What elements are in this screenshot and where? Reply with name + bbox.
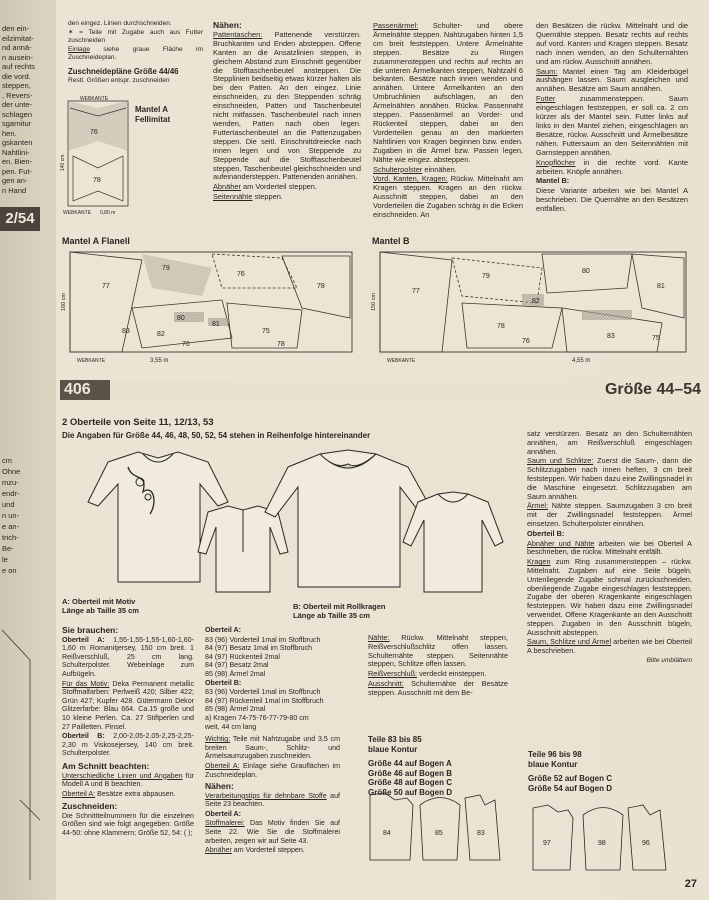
left-strip-lower-line: e an-	[2, 522, 20, 531]
oberteil-a-back-sketch	[198, 506, 288, 592]
zuschneiden-text: Die Schnittteilnummern für die einzelnen Größen sind wie folgt angegeben: Größe 44-50: ohne Klammern; Größe 52, 54: ( );	[62, 811, 194, 838]
size-line: Größe 44 auf Bogen A	[368, 759, 452, 768]
left-strip-lower-line: Be-	[2, 544, 14, 553]
naehen-seitennaehte: Seitennähte steppen.	[213, 192, 283, 202]
piece-label: 76	[522, 338, 530, 345]
part-line: 85 (98) Ärmel 2mal	[205, 669, 266, 678]
piece-label: 75	[652, 335, 660, 342]
piece-85: 85	[435, 830, 443, 837]
saum-schlitze-text: Saum und Schlitze: Zuerst die Saum-, dann die Schlitzzugaben nach innen heften, 3 cm breit feststeppen. Wir haben dazu eine Zwillingsnadel in die Maschine eingesetzt. Schlitzzugaben am Saum annähen.	[527, 456, 692, 501]
parts-oberteil-a: Oberteil A:	[205, 809, 241, 818]
naehen-column	[213, 21, 361, 203]
piece-label: 81	[212, 321, 220, 328]
mantel-a-webkante: WEBKANTE	[77, 358, 106, 364]
brauchen-title: Sie brauchen:	[62, 625, 119, 635]
fell-webkante-bottom: WEBKANTE	[63, 210, 92, 216]
saum-text: Saum: Mantel einen Tag am Kleiderbügel aushängen lassen. Saum ausgleichen und annähen. Besätze am Saum annähen.	[536, 66, 688, 94]
part-line: 83 (96) Vorderteil 1mal im Stoffbruch	[205, 688, 321, 697]
parts-a-head: Oberteil A:	[205, 626, 241, 634]
left-strip-line: hen.	[2, 128, 17, 138]
caption-b: B: Oberteil mit Rollkragen Länge ab Taille 35 cm	[293, 602, 386, 620]
aermel-text: Ärmel: Nähte steppen. Saumzugaben 3 cm breit mit der Zwillingsnadel feststeppen. Ärmel einsetzen. Schulterpolster einnähen.	[527, 501, 692, 528]
teile-96-98-title: Teile 96 bis 98	[528, 750, 582, 759]
oberteil-b-back-sketch	[403, 492, 503, 592]
left-strip-line: steppen,	[2, 81, 31, 90]
part-line: 84 (97) Rückenteil 2mal	[205, 652, 280, 661]
piece-84: 84	[383, 830, 391, 837]
teile-96-98-contour: blaue Kontur	[528, 759, 578, 769]
col4-text	[536, 22, 688, 215]
mantel-b-cutting-plan	[372, 248, 692, 368]
lining-note: ✶ = Teile mit Zugabe auch aus Futter zuschneiden	[68, 29, 203, 44]
part-line: 84 (97) Besatz 1mal im Stoffbruch	[205, 644, 313, 653]
zuschneiden-title: Zuschneiden:	[62, 801, 118, 812]
left-strip-line: schlagen	[2, 109, 33, 119]
piece-label: 78	[317, 283, 325, 290]
piece-label: 83	[607, 333, 615, 340]
size-line: Größe 48 auf Bogen C	[368, 778, 453, 787]
naehte-text: Nähte: Rückw. Mittelnaht steppen, Reißverschlußschlitz offen lassen. Schulternähte steppen. Seitennähte steppen, Schlitze offen lassen.	[368, 633, 508, 669]
interfacing-note: Einlage siehe graue Fläche im Zuschneideplan.	[68, 46, 203, 61]
left-strip-line: pen. Fut-	[2, 166, 33, 176]
reissverschluss-text: Reißverschluß: verdeckt einsteppen.	[368, 669, 487, 679]
size-line: Größe 54 auf Bogen D	[528, 783, 613, 793]
part-line: 85 (98) Ärmel 2mal	[205, 705, 266, 714]
left-strip-lower-line: n un-	[2, 511, 20, 520]
piece-label: 78	[277, 341, 285, 348]
mantel-a-label: Mantel A	[135, 105, 169, 114]
mantel-b-width: 4,55 m	[572, 358, 591, 364]
teile-96-98-block	[528, 750, 612, 793]
kragen-b-text: Kragen zum Ring zusammensteppen – rückw. Mittelnaht. Zugaben auf eine Seite bügeln. Untenliegende Zugabe schmal zurückschneiden, obenliegende Zugabe eingeschlagen feststeppen. Zugabe der oberen Kragenkante eingeschlagen feststeppen. Wir haben dazu eine Zwillingsnadel verwendet. Offene Kragenkante an den Ausschnitt steppen. Zugaben in den Ausschnitt bügeln, Ausschnitt absteppen.	[527, 557, 692, 637]
oberteil-b-heading: Oberteil B:	[527, 528, 565, 538]
mantel-b-title: Mantel B	[372, 236, 410, 246]
left-strip-lower-line: le	[2, 555, 8, 564]
ausschnitt-text: Ausschnitt: Schulternähte der Besätze steppen. Ausschnitt mit dem Be-	[368, 678, 508, 697]
left-strip-lower-line: cm	[2, 456, 12, 465]
left-strip-lower-text	[2, 455, 52, 576]
abnaeher-a-text: Abnäher am Vorderteil steppen.	[205, 846, 305, 855]
piece-label: 79	[162, 265, 170, 272]
piece-label: 82	[157, 331, 165, 338]
left-strip-lower-line: endr-	[2, 489, 20, 498]
fellimitat-cutting-plan	[58, 96, 198, 216]
saum-b-text: Saum, Schlitze und Ärmel arbeiten wie bei Oberteil A beschrieben.	[527, 637, 692, 656]
wichtig-text: Wichtig: Teile mit Nahtzugabe und 3,5 cm breiten Saum-, Schlitz- und Ärmelsaumzugaben zuschneiden.	[205, 735, 340, 761]
left-strip-line: n Hand	[2, 185, 27, 195]
plan-subtitle: Restl. Größen entspr. zuschneiden	[68, 77, 170, 84]
section-bar	[60, 380, 705, 400]
piece-98: 98	[598, 840, 606, 847]
teile-83-85-title: Teile 83 bis 85	[368, 735, 422, 744]
mantel-a-width: 3,55 m	[150, 358, 169, 364]
besatz-text: den Besätzen die rückw. Mittelnaht und die Quernähte steppen. Besatz rechts auf rechts auf vord. Kanten und Kragen steppen. Besatz nach innen wenden, an den Schulternähten und am rückw. Ausschnitt annähen.	[536, 21, 688, 66]
mantel-b-heading: Mantel B:	[536, 176, 570, 186]
passenaermel-text: Passenärmel: Schulter- und obere Ärmelnähte steppen. Nahtzugaben hinten 1,5 cm breit feststeppen. Untere Ärmelnähte steppen. Besätze zu Ringen zusammensteppen und rechts auf rechts an die unteren Ärmelkanten steppen, Nahtzahl 6 bekanten. Besätze nach innen wenden und annähen. Untere Ärmelkanten an den Umbruchlinien aufschlagen, an den Ärmelnähten annähen. Rückw. Passennaht steppen. Passenärmel an Vorder- und Rückenteil steppen, dabei an den Vorderteilen genau an den markierten Nahtlinien von Kragen beginnen bzw. enden. Zugaben in die Ärmel bzw. Passen legen, Nähte wie eingez. absteppen.	[373, 21, 523, 164]
parts-b-list	[205, 688, 340, 731]
fell-piece-78: 78	[93, 177, 101, 184]
piece-label: 79	[482, 273, 490, 280]
section-number: 406	[64, 381, 91, 398]
kragen-text: Vord. Kanten, Kragen: Rückw. Mittelnaht am Kragen steppen. Kragen an den rückw. Ausschnitt steppen, dabei an den Vorderteilen die Zugaben schräg in die Ecken einschneiden. An	[373, 174, 523, 220]
mantel-a-flanell-title: Mantel A Flanell	[62, 236, 130, 246]
right-upper-text	[527, 430, 692, 667]
naehen-title: Nähen:	[213, 20, 242, 30]
futter-text: Futter zusammensteppen. Saum eingeschlagen feststeppen, er soll ca. 2 cm kürzer als der Mantel sein. Futter links auf links in den Mantel ziehen, eingeschlagen an Besätze, rückw. Ausschnitt und Ärmelbesätze nähen. Futtersaum an den Seitennähten mit Garnsteppen annähen.	[536, 94, 688, 157]
piece-97: 97	[543, 840, 551, 847]
left-strip-lower-line: e on	[2, 566, 17, 575]
left-strip-line: nd annä-	[2, 43, 32, 52]
left-strip-lower-line: und	[2, 500, 15, 509]
parts-b-head: Oberteil B:	[205, 678, 242, 687]
left-strip-line: , Revers-	[2, 90, 33, 100]
piece-83: 83	[477, 830, 485, 837]
left-strip-line: en. Bien-	[2, 157, 33, 166]
left-strip-line: auf rechts	[2, 62, 35, 71]
piece-label: 75	[262, 328, 270, 335]
cut-instruction: den eingez. Linien durchschneiden.	[68, 20, 172, 27]
left-strip-line: sgarnitur	[2, 119, 32, 128]
top-col1	[68, 20, 203, 86]
schulterpolster-text: Schulterpolster einnähen.	[373, 164, 457, 174]
materials-column	[62, 626, 194, 839]
fell-height: 140 cm	[60, 154, 66, 171]
left-strip-text	[2, 24, 54, 195]
piece-label: 80	[177, 315, 185, 322]
piece-label: 78	[497, 323, 505, 330]
fellimitat-label: Fellimitat	[135, 115, 171, 124]
part-line: 83 (96) Vorderteil 1mal im Stoffbruch	[205, 635, 321, 644]
mantel-b-height: 150 cm	[371, 292, 377, 311]
parts-a-list	[205, 636, 340, 679]
left-strip-line: Nahtlini-	[2, 147, 30, 157]
part-line: 84 (97) Rückenteil 1mal im Stoffbruch	[205, 696, 324, 705]
mantel-a-cutting-plan	[62, 248, 362, 368]
oberteile-subtitle: Die Angaben für Größe 44, 46, 48, 50, 52, 54 stehen in Reihenfolge hintereinander	[62, 431, 371, 440]
part-line: a) Kragen 74-75-76-77-79-80 cm	[205, 713, 309, 722]
oberteil-b-materials: Oberteil B: 2,00-2,05-2,05-2,25-2,25-2,30 m Viskosejersey, 140 cm breit. Schulterpolster.	[62, 732, 194, 758]
left-strip-lower-line: mzu-	[2, 478, 19, 487]
section-size-range: Größe 44–54	[604, 381, 701, 398]
fell-webkante-top: WEBKANTE	[80, 96, 109, 102]
left-strip-line: den ein-	[2, 24, 30, 33]
bitte-umblaettern: Bitte umblättern	[646, 656, 692, 664]
garment-sketches	[58, 442, 518, 592]
piece-label: 77	[412, 288, 420, 295]
left-page-strip	[0, 0, 56, 900]
teile-83-85-block	[368, 735, 452, 797]
piece-label: 76	[237, 271, 245, 278]
knopfloecher-text: Knopflöcher in die rechte vord. Kante arbeiten. Knöpfe annähen.	[536, 157, 688, 176]
part-line: weit, 44 cm lang	[205, 722, 257, 731]
mantel-a-height: 160 cm	[61, 292, 67, 311]
naehen-body: Pattentaschen: Pattenende verstürzen. Bruchkanten und Enden absteppen. Offene Kanten an die Ansatzlinien steppen, in gleichem Abstand zum Einschnitt gegenüber die Stofftaschenbeutel ansteppen. Die Stepplinien beidseitig etwas kürzer halten als bei den Patten. An den eingez. Linie einschneiden, zu den Steppenden schräg einschneiden, Patten und Taschenbeutel nicht mitfassen. Taschenbeutel nach innen wenden, Patten nach oben legen. Futtertaschenbeutel an die Pattenzugaben steppen. Die seitl. Einschnittdreiecke nach innen legen und von Steppende zu Steppende auf die Stofftaschenbeutel steppen. Taschenbeutel gleichschneiden und aufeinandersteppen. Pattenenden annähen.	[213, 29, 361, 182]
mantel-b-webkante: WEBKANTE	[387, 358, 416, 364]
schnitt-title: Am Schnitt beachten:	[62, 760, 150, 771]
stoffmalerei-text: Stoffmalerei: Das Motiv finden Sie auf Seite 22. Wie Sie die Stoffmalerei arbeiten, zeigen wir auf Seite 43.	[205, 819, 340, 845]
piece-label: 76	[182, 341, 190, 348]
piece-96: 96	[642, 840, 650, 847]
pattern-pieces-96-98	[528, 800, 678, 875]
left-strip-lower-line: trich-	[2, 533, 19, 542]
schnitt-text2: Oberteil A: Besätze extra abpausen.	[62, 789, 176, 798]
left-strip-number: 2/54	[0, 207, 40, 231]
teile-83-85-contour: blaue Kontur	[368, 744, 418, 754]
left-strip-sketch	[0, 600, 56, 900]
left-strip-line: die vord.	[2, 71, 31, 81]
size-line: Größe 46 auf Bogen B	[368, 768, 453, 778]
wichtig-text2: Oberteil A: Einlage siehe Grauflächen im Zuschneideplan.	[205, 761, 341, 779]
col3-text	[373, 22, 523, 221]
fell-piece-76: 76	[90, 129, 98, 136]
left-strip-line: gen an-	[2, 176, 28, 185]
piece-label: 83	[122, 328, 130, 335]
mantel-b-text: Diese Variante arbeiten wie bei Mantel A beschrieben. Die Quernähte an den Besätzen entfallen.	[536, 186, 688, 214]
left-strip-line: n ausein-	[2, 52, 33, 62]
naehen-abnaeher: Abnäher am Vorderteil steppen.	[213, 182, 317, 192]
teile-96-98-sizes	[528, 774, 612, 793]
abnaeher-naehte-text: Abnäher und Nähte arbeiten wie bei Oberteil A beschrieben, die rückw. Mittelnaht entfällt.	[527, 538, 692, 557]
piece-label: 80	[582, 268, 590, 275]
fell-width: 0,80 m	[100, 210, 116, 216]
schnitt-text: Unterschiedliche Linien und Angaben für Modell A und B beachten.	[62, 771, 194, 789]
oberteile-title: 2 Oberteile von Seite 11, 12/13, 53	[62, 417, 214, 428]
left-strip-lower-line: Ohne	[2, 467, 21, 476]
left-strip-line: eilzimitat-	[2, 33, 34, 43]
pattern-pieces-83-85	[365, 787, 515, 865]
verarbeitungstips: Verarbeitungstips für dehnbare Stoffe auf Seite 23 beachten.	[205, 791, 340, 809]
piece-label: 81	[657, 283, 665, 290]
left-strip-line: der unte-	[2, 100, 33, 109]
plan-title: Zuschneidepläne Größe 44/46	[68, 67, 179, 76]
parts-column	[205, 626, 340, 856]
ausschnitt-cont: satz verstürzen. Besatz an den Schulternähten annähen, am Reißverschluß eingeschlagen annähen.	[527, 429, 692, 456]
size-line: Größe 52 auf Bogen C	[528, 774, 613, 783]
part-line: 84 (97) Besatz 2mal	[205, 661, 269, 670]
page-number: 27	[684, 878, 697, 890]
parts-naehen-title: Nähen:	[205, 781, 234, 792]
left-strip-line: gskanten	[2, 138, 33, 147]
motiv-materials: Für das Motiv: Deka Permanent metallic Stoffmalfarben: Perlweiß 420; Silber 422; Grün 427; Kupfer 428. Gütermann Dekor Glitzerfarbe: Blau 664. Ca.15 große und 10 kleine Perlen. Ca. 27 Stiftperlen und 27 Pailletten. Pinsel.	[62, 679, 194, 731]
caption-a: A: Oberteil mit Motiv Länge ab Taille 35 cm	[62, 597, 139, 615]
piece-label: 77	[102, 283, 110, 290]
size-line: Größe 50 auf Bogen D	[368, 787, 453, 797]
oberteil-b-front-sketch	[265, 450, 433, 587]
piece-label: 82	[532, 298, 540, 305]
middle-column	[368, 634, 508, 699]
oberteil-a-materials: Oberteil A: 1,55-1,55-1,55-1,60-1,60-1,60 m Romanitjersey, 150 cm breit. 1 Reißverschluß, 25 cm lang. Schulterpolster. Webeinlage zum Aufbügeln.	[62, 635, 194, 678]
